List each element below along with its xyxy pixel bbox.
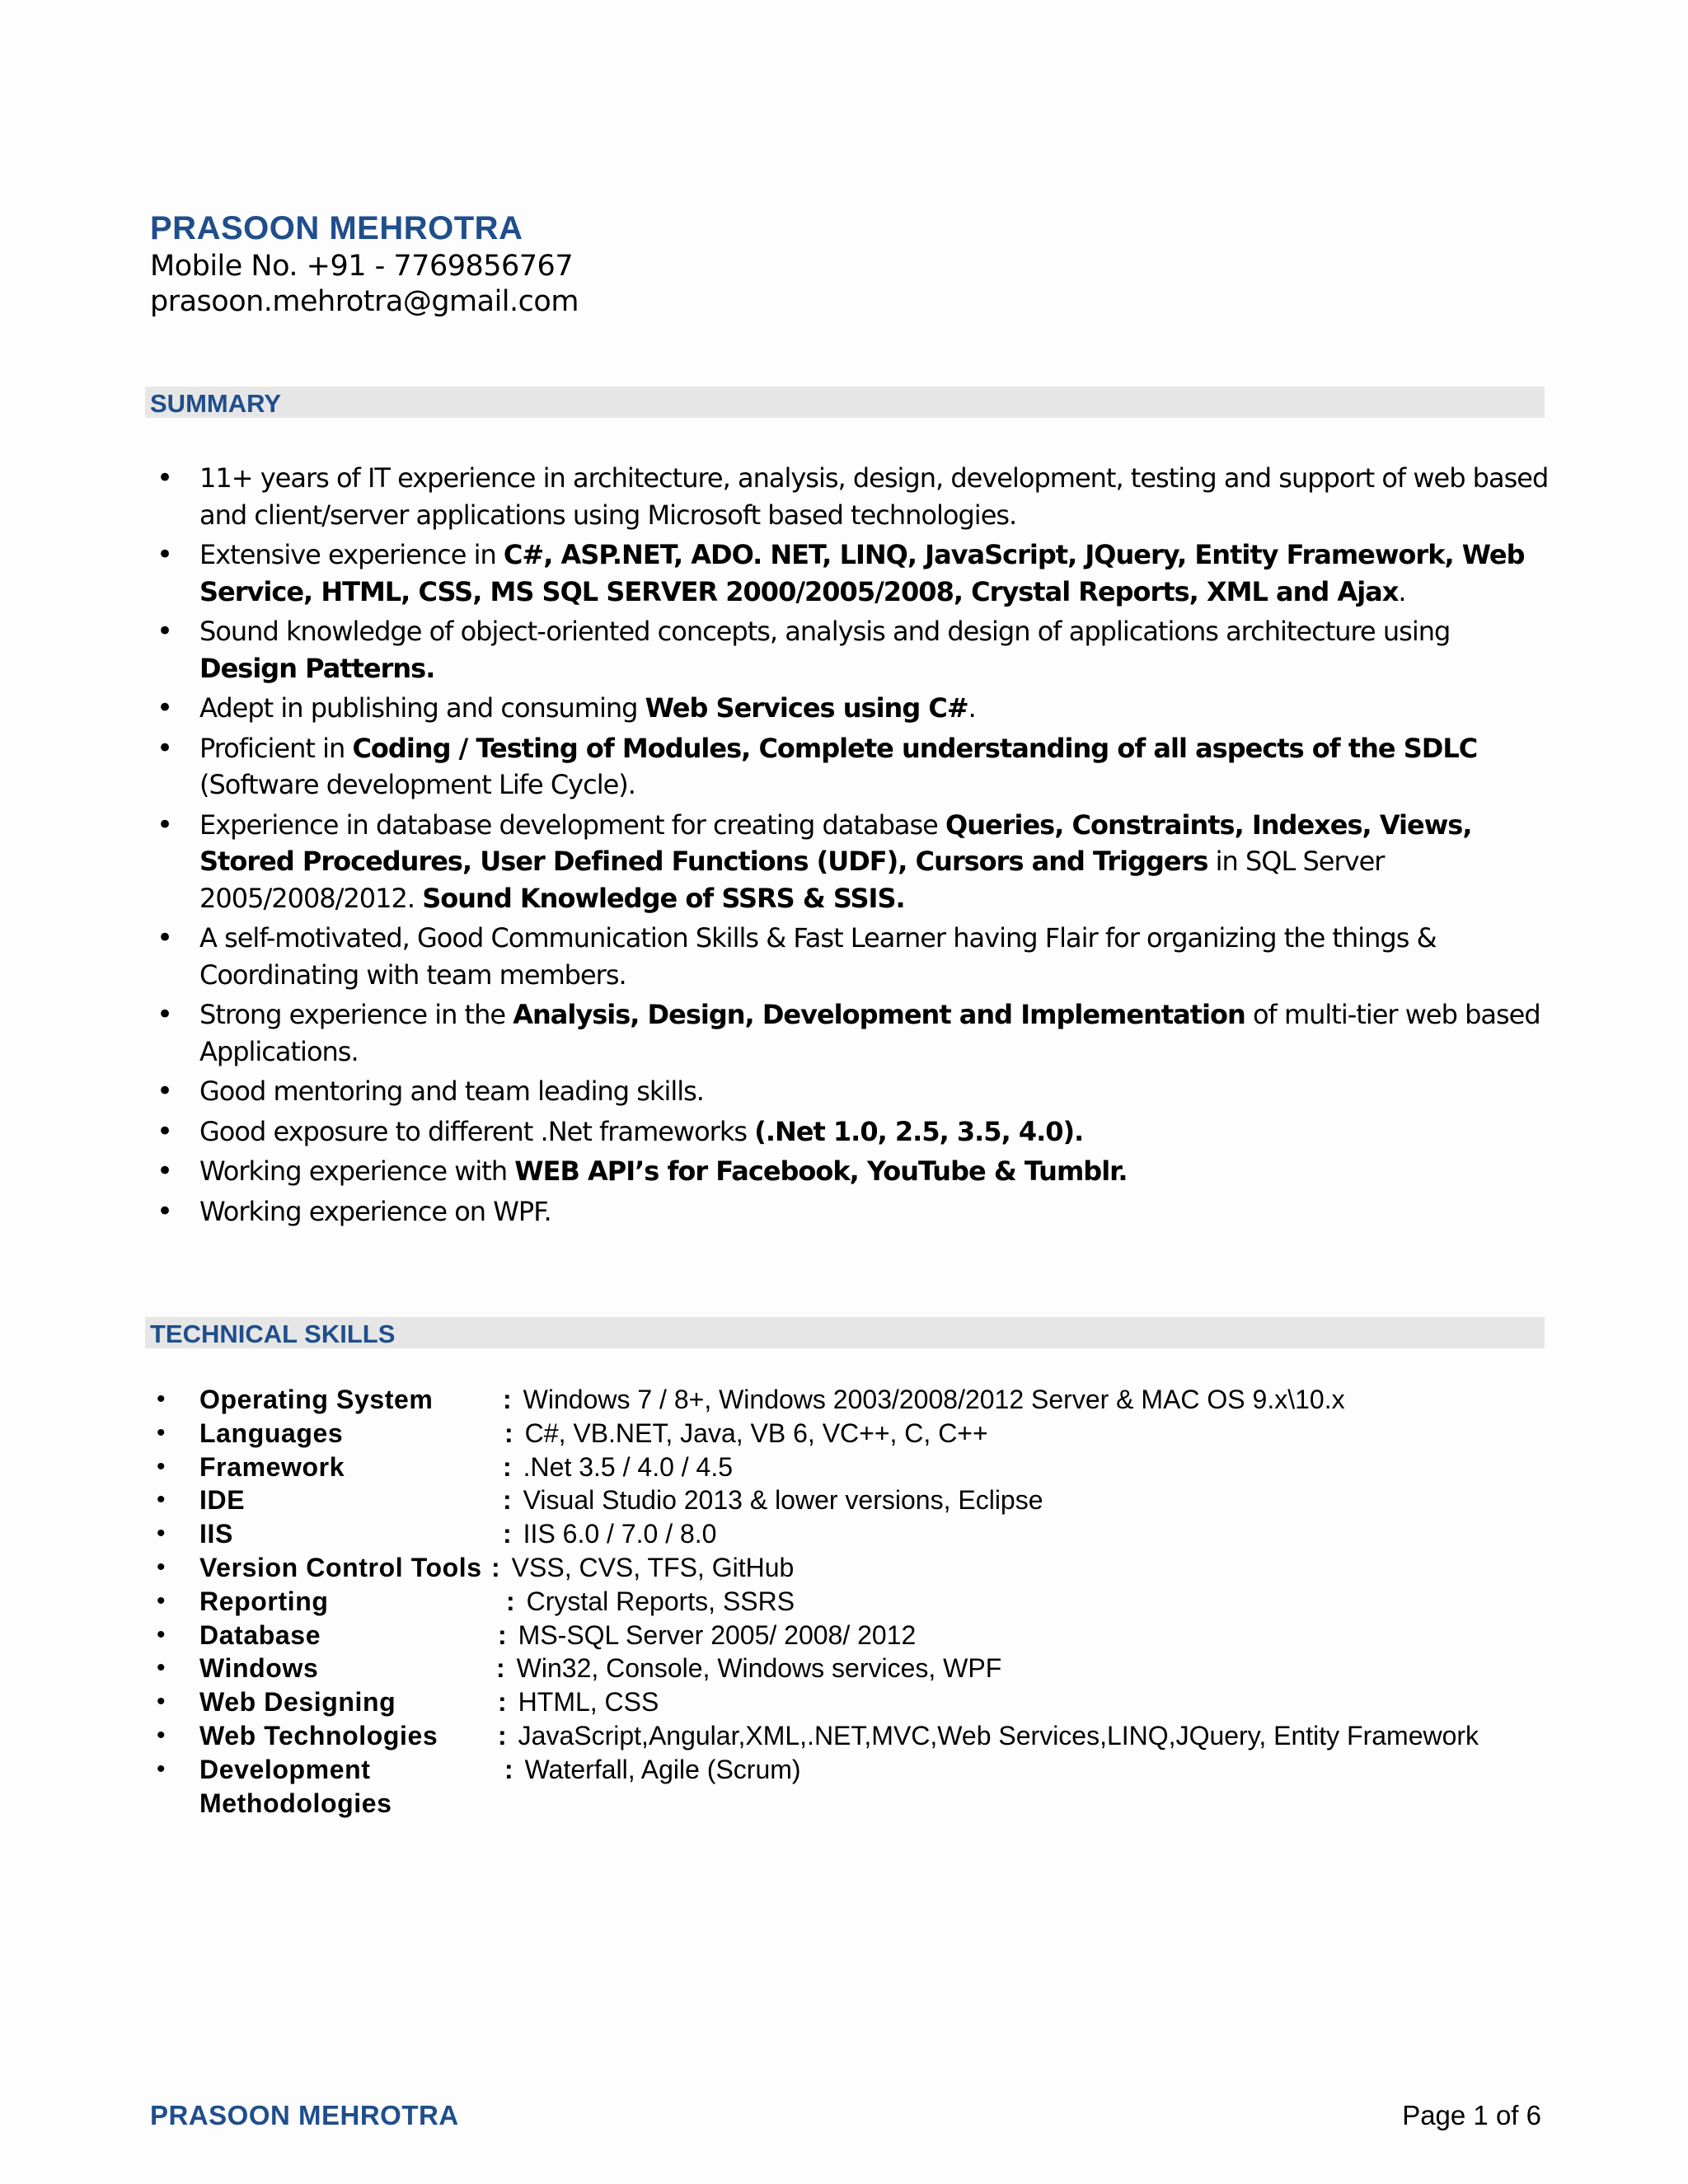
summary-item-text: . xyxy=(968,692,976,724)
skill-row: • Operating System : Windows 7 / 8+, Windows 2003/2008/2012 Server & MAC OS 9.x\10.x xyxy=(150,1383,1568,1417)
summary-item xyxy=(150,1113,1551,1151)
skill-value: C#, VB.NET, Java, VB 6, VC++, C, C++ xyxy=(524,1418,988,1448)
summary-item xyxy=(150,537,1551,610)
skill-row: • IDE : Visual Studio 2013 & lower versions, Eclipse xyxy=(150,1483,1568,1517)
summary-item xyxy=(150,730,1551,804)
summary-heading: SUMMARY xyxy=(150,389,282,418)
summary-item xyxy=(150,1073,1551,1110)
email-address: prasoon.mehrotra@gmail.com xyxy=(150,285,579,318)
summary-item xyxy=(150,996,1551,1070)
summary-item xyxy=(150,807,1551,917)
summary-item xyxy=(150,460,1551,533)
skill-label: • Development xyxy=(199,1754,371,1784)
summary-item-text: in SQL Server 2005/2008/2012. xyxy=(199,846,1385,914)
skill-label: • IIS xyxy=(199,1519,233,1549)
skill-value: HTML, CSS xyxy=(518,1687,659,1718)
skill-label: • Database xyxy=(199,1619,321,1650)
mobile-number: Mobile No. +91 - 7769856767 xyxy=(150,250,574,283)
skill-label: • Operating System xyxy=(199,1385,434,1414)
skill-row: • Database : MS-SQL Server 2005/ 2008/ 2012 xyxy=(150,1619,1568,1652)
skill-value: Win32, Console, Windows services, WPF xyxy=(516,1653,1002,1684)
skill-row: • Web Technologies : JavaScript,Angular,XML,.NET,MVC,Web Services,LINQ,JQuery, Entity Framework xyxy=(150,1719,1568,1753)
skill-row: • Languages : C#, VB.NET, Java, VB 6, VC++, C, C++ xyxy=(150,1417,1568,1451)
summary-item-bold-text: WEB API’s for Facebook, YouTube & Tumblr. xyxy=(514,1155,1128,1187)
summary-item-text: Extensive experience in xyxy=(199,539,504,570)
summary-item-text: . xyxy=(1398,575,1406,607)
skill-label: • Framework xyxy=(199,1451,345,1482)
skill-row: • Development : Waterfall, Agile (Scrum) xyxy=(150,1753,1568,1787)
summary-item-bold-text: (.Net 1.0, 2.5, 3.5, 4.0). xyxy=(754,1115,1084,1147)
skill-value: IIS 6.0 / 7.0 / 8.0 xyxy=(523,1519,717,1549)
summary-item-text: Adept in publishing and consuming xyxy=(199,692,645,724)
summary-item-bold-text: Analysis, Design, Development and Implementation xyxy=(513,999,1245,1030)
skill-row: • IIS : IIS 6.0 / 7.0 / 8.0 xyxy=(150,1517,1568,1551)
skill-value: .Net 3.5 / 4.0 / 4.5 xyxy=(523,1451,734,1482)
summary-item xyxy=(150,1193,1551,1230)
skill-label: • Version Control Tools xyxy=(199,1552,482,1582)
skill-row: • Web Designing : HTML, CSS xyxy=(150,1685,1568,1719)
summary-item-text: A self-motivated, Good Communication Skills & Fast Learner having Flair for organizing the things & Coordinating with team members. xyxy=(199,922,1437,991)
skill-label: • Reporting xyxy=(199,1586,329,1616)
skill-row: • Windows : Win32, Console, Windows services, WPF xyxy=(150,1652,1568,1685)
summary-item xyxy=(150,920,1551,993)
skills-list xyxy=(150,1383,1568,1820)
summary-item-bold-text: Coding / Testing of Modules, Complete understanding of all aspects of the SDLC xyxy=(352,732,1478,764)
summary-item-bold-text: Web Services using C# xyxy=(645,692,968,724)
summary-item-text: Experience in database development for creating database xyxy=(199,808,946,841)
skill-value: Windows 7 / 8+, Windows 2003/2008/2012 Server & MAC OS 9.x\10.x xyxy=(523,1385,1345,1414)
skill-label: Methodologies xyxy=(199,1788,392,1818)
summary-item xyxy=(150,1153,1551,1190)
summary-item-text: of multi-tier web based Applications. xyxy=(199,999,1540,1067)
summary-header-bar xyxy=(145,387,1545,418)
skill-value: VSS, CVS, TFS, GitHub xyxy=(511,1552,795,1582)
summary-item-bold-text: C#, ASP.NET, ADO. NET, LINQ, JavaScript, JQuery, Entity Framework, Web Service, HTML, CSS, MS SQL SERVER 2000/2005/2008, Crystal Reports, XML and Ajax xyxy=(199,539,1525,607)
summary-item-text: Working experience with xyxy=(199,1155,515,1187)
skill-row xyxy=(150,1787,1568,1821)
footer-name: PRASOON MEHROTRA xyxy=(150,2100,459,2130)
summary-item-text: Good exposure to different .Net frameworks xyxy=(199,1115,755,1147)
candidate-name: PRASOON MEHROTRA xyxy=(150,210,523,246)
summary-item-text: Working experience on WPF. xyxy=(199,1195,551,1227)
skill-label: • Web Technologies xyxy=(199,1720,438,1750)
skill-value: MS-SQL Server 2005/ 2008/ 2012 xyxy=(518,1619,917,1650)
skills-heading: TECHNICAL SKILLS xyxy=(150,1319,396,1348)
summary-item-text: Proficient in xyxy=(199,732,353,764)
summary-item-text: (Software development Life Cycle). xyxy=(199,769,635,800)
summary-item-bold-text: Queries, Constraints, Indexes, Views, Stored Procedures, User Defined Functions (UDF), Cursors and Triggers xyxy=(199,808,1472,877)
skill-row: • Framework : .Net 3.5 / 4.0 / 4.5 xyxy=(150,1451,1568,1484)
page-number: Page 1 of 6 xyxy=(1402,2100,1541,2130)
summary-list xyxy=(150,460,1551,1230)
skill-label: • Web Designing xyxy=(199,1687,396,1718)
summary-item-text: Strong experience in the xyxy=(199,999,513,1030)
summary-item xyxy=(150,613,1551,687)
skill-value: Visual Studio 2013 & lower versions, Eclipse xyxy=(523,1485,1043,1516)
skill-value: JavaScript,Angular,XML,.NET,MVC,Web Services,LINQ,JQuery, Entity Framework xyxy=(518,1720,1479,1750)
skill-row: • Version Control Tools : VSS, CVS, TFS, GitHub xyxy=(150,1551,1568,1585)
skill-value: Crystal Reports, SSRS xyxy=(526,1586,795,1616)
summary-item-bold-text: Design Patterns. xyxy=(199,652,435,684)
skill-label: • Languages xyxy=(199,1418,344,1448)
summary-item xyxy=(150,690,1551,727)
skill-row: • Reporting : Crystal Reports, SSRS xyxy=(150,1585,1568,1619)
summary-item-text: 11+ years of IT experience in architecture, analysis, design, development, testing and support of web based and client/server applications using Microsoft based technologies. xyxy=(199,462,1549,531)
skills-header-bar xyxy=(145,1317,1545,1348)
summary-item-text: Sound knowledge of object-oriented concepts, analysis and design of applications architecture using xyxy=(199,616,1451,647)
summary-item-bold-text: Sound Knowledge of SSRS & SSIS. xyxy=(422,882,905,914)
skill-value: Waterfall, Agile (Scrum) xyxy=(524,1754,801,1784)
skill-label: • Windows xyxy=(199,1653,319,1684)
summary-item-text: Good mentoring and team leading skills. xyxy=(199,1076,704,1107)
skill-label: • IDE xyxy=(199,1485,246,1516)
